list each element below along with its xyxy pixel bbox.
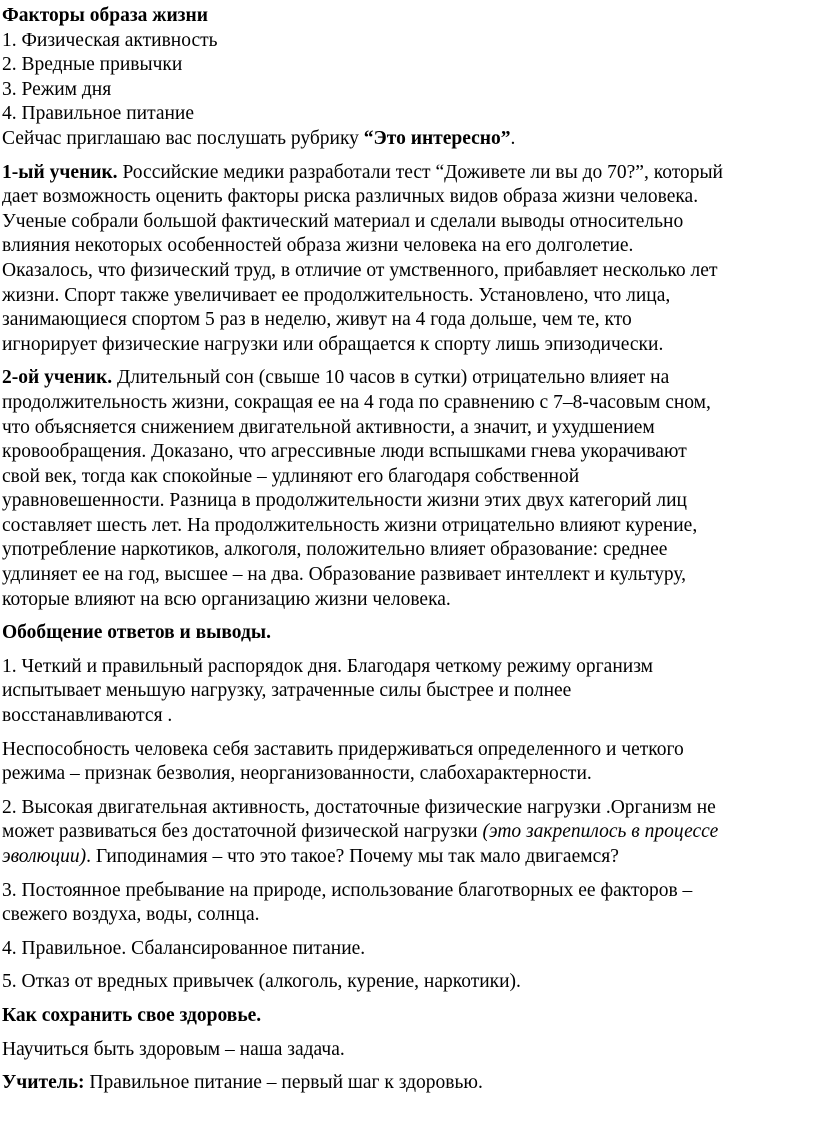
text-line: составляет шесть лет. На продолжительность жизни отрицательно влияют курение, [2,514,698,536]
text-line: что объясняется снижением двигательной активности, а значит, и ухудшением [2,416,655,438]
summary-note: Неспособность человека себя заставить придерживаться определенного и четкого режима – признак безволия, неорганизованности, слабохарактерности. [2,738,684,785]
summary-heading: Обобщение ответов и выводы. [2,622,271,644]
text-line: влияния некоторых особенностей образа жизни человека на его долголетие. [2,235,634,257]
italic-remark: эволюции) [2,846,87,867]
student2-paragraph: 2-ой ученик. Длительный сон (свыше 10 часов в сутки) отрицательно влияет на продолжительность жизни, сокращая ее на 4 года по сравнению с 7–8-часовым сном, что объясняется снижением двигательной активности, а значит, и ухудшением кровообращения. Доказано, что агрессивные люди вспышками гнева укорачивают свой век, тогда как спокойные – удлиняют его благодаря собственной уравновешенности. Разница в продолжительности жизни этих двух категорий лиц составляет шесть лет. На продолжительность жизни отрицательно влияют курение, употребление наркотиков, алкоголя, положительно влияет образование: среднее удлиняет ее на год, высшее – на два. Образование развивает интеллект и культуру, которые влияют на всю организацию жизни человека. [2,366,814,612]
teacher-line: Учитель: Правильное питание – первый шаг к здоровью. [2,1072,483,1094]
summary-point-1: 1. Четкий и правильный распорядок дня. Благодаря четкому режиму организм испытывает меньшую нагрузку, затраченные силы быстрее и полнее восстанавливаются . [2,655,653,727]
text-line: Оказалось, что физический труд, в отличие от умственного, прибавляет несколько лет [2,259,718,281]
text-line: уравновешенности. Разница в продолжительности жизни этих двух категорий лиц [2,490,687,512]
health-heading: Как сохранить свое здоровье. [2,1004,262,1026]
factors-block [2,4,814,152]
summary-point-4: 4. Правильное. Сбалансированное питание. [2,937,366,959]
invite-line: Сейчас приглашаю вас послушать рубрику “Это интересно”. [2,127,516,149]
factor-item: 3. Режим дня [2,78,112,100]
factors-title: Факторы образа жизни [2,5,208,26]
text-line: жизни. Спорт также увеличивает ее продолжительность. Установлено, что лица, [2,284,671,306]
text-line: Ученые собрали большой фактический материал и сделали выводы относительно [2,210,684,232]
text-line: дает возможность оценить факторы риска различных видов образа жизни человека. [2,186,699,208]
text-line: игнорирует физические нагрузки или обращается к спорту лишь эпизодически. [2,333,664,355]
teacher-label: Учитель: [2,1072,85,1094]
text-line: которые влияют на всю организацию жизни человека. [2,588,451,610]
rubric-name: “Это интересно” [363,127,511,149]
summary-point-5: 5. Отказ от вредных привычек (алкоголь, курение, наркотики). [2,971,521,993]
factor-item: 1. Физическая активность [2,29,218,51]
text-line: употребление наркотиков, алкоголя, положительно влияет образование: среднее [2,539,668,561]
factor-item: 2. Вредные привычки [2,54,183,76]
summary-point-3: 3. Постоянное пребывание на природе, использование благотворных ее факторов – свежего воздуха, воды, солнца. [2,879,693,926]
text-line: кровообращения. Доказано, что агрессивные люди вспышками гнева укорачивают [2,441,687,463]
italic-remark: (это закрепилось в процессе [482,821,719,843]
student2-label: 2-ой ученик. [2,367,113,389]
summary-point-2: 2. Высокая двигательная активность, достаточные физические нагрузки .Организм не может развиваться без достаточной физической нагрузки (это закрепилось в процессе эволюции). Гиподинамия – что это такое? Почему мы так мало двигаемся? [2,796,719,867]
text-line: продолжительность жизни, сокращая ее на 4 года по сравнению с 7–8-часовым сном, [2,391,711,413]
text-line: свой век, тогда как спокойные – удлиняют его благодаря собственной [2,465,580,487]
student1-label: 1-ый ученик. [2,161,118,183]
text-line: занимающиеся спортом 5 раз в неделю, живут на 4 года дольше, чем те, кто [2,309,632,331]
health-task: Научиться быть здоровым – наша задача. [2,1038,345,1060]
factor-item: 4. Правильное питание [2,103,195,125]
student1-paragraph: 1-ый ученик. Российские медики разработали тест “Доживете ли вы до 70?”, который дает возможность оценить факторы риска различных видов образа жизни человека. Ученые собрали большой фактический материал и сделали выводы относительно влияния некоторых особенностей образа жизни человека на его долголетие. Оказалось, что физический труд, в отличие от умственного, прибавляет несколько лет жизни. Спорт также увеличивает ее продолжительность. Установлено, что лица, занимающиеся спортом 5 раз в неделю, живут на 4 года дольше, чем те, кто игнорирует физические нагрузки или обращается к спорту лишь эпизодически. [2,161,814,358]
text-line: удлиняет ее на год, высшее – на два. Образование развивает интеллект и культуру, [2,564,687,586]
